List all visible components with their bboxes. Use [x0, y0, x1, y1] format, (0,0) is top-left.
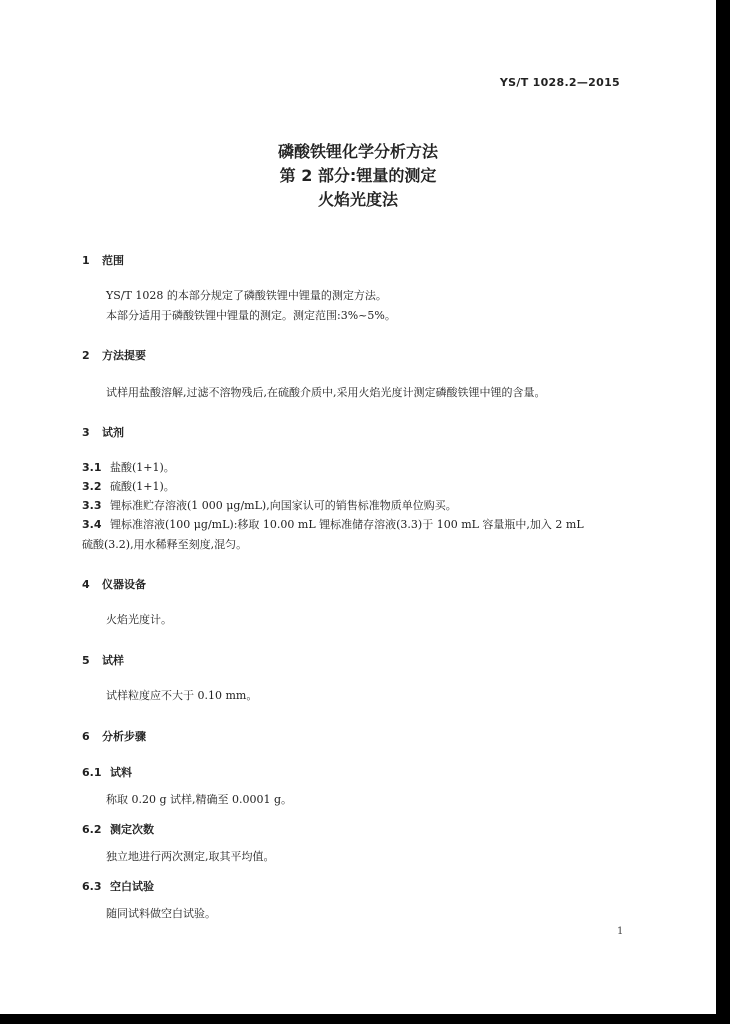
section-title: 仪器设备 — [102, 578, 146, 591]
item-number: 3.2 — [82, 480, 102, 493]
item-text: 硫酸(1+1)。 — [110, 480, 175, 493]
section-heading-scope — [82, 252, 124, 268]
section-title: 分析步骤 — [102, 730, 146, 743]
list-item — [82, 517, 584, 533]
scan-border-bottom — [0, 1014, 730, 1024]
document-title-line1: 磷酸铁锂化学分析方法 — [277, 142, 438, 161]
subsection-number: 6.1 — [82, 766, 102, 779]
section-title: 范围 — [102, 254, 124, 267]
list-item — [82, 479, 175, 495]
item-text: 锂标准贮存溶液(1 000 μg/mL),向国家认可的销售标准物质单位购买。 — [110, 499, 457, 512]
page-number: 1 — [617, 926, 624, 937]
paragraph: 试样用盐酸溶解,过滤不溶物残后,在硫酸介质中,采用火焰光度计测定磷酸铁锂中锂的含量。 — [106, 386, 546, 399]
list-item-continuation: 硫酸(3.2),用水稀释至刻度,混匀。 — [82, 538, 248, 551]
document-title-line3: 火焰光度法 — [317, 190, 398, 209]
list-item — [82, 460, 175, 476]
section-number: 4 — [82, 578, 90, 591]
list-item — [82, 498, 457, 514]
section-number: 3 — [82, 426, 90, 439]
paragraph: 独立地进行两次测定,取其平均值。 — [106, 850, 275, 863]
paragraph: 火焰光度计。 — [106, 613, 172, 626]
section-heading-reagents — [82, 424, 124, 440]
document-title-line2: 第 2 部分:锂量的测定 — [279, 166, 437, 185]
subsection-title: 空白试验 — [110, 880, 154, 893]
subsection-number: 6.3 — [82, 880, 102, 893]
paragraph: 本部分适用于磷酸铁锂中锂量的测定。测定范围:3%~5%。 — [106, 309, 396, 322]
item-text: 锂标准溶液(100 μg/mL):移取 10.00 mL 锂标准储存溶液(3.3)于 100 mL 容量瓶中,加入 2 mL — [110, 518, 584, 531]
paragraph: 随同试料做空白试验。 — [106, 907, 216, 920]
standard-code: YS/T 1028.2—2015 — [499, 76, 620, 89]
subsection-number: 6.2 — [82, 823, 102, 836]
subsection-heading-blank-test — [82, 878, 154, 894]
paragraph: 试样粒度应不大于 0.10 mm。 — [106, 689, 258, 702]
section-title: 方法提要 — [102, 349, 146, 362]
section-title: 试样 — [102, 654, 124, 667]
subsection-heading-test-portion — [82, 764, 132, 780]
section-number: 6 — [82, 730, 90, 743]
section-heading-procedure — [82, 728, 146, 744]
paragraph: YS/T 1028 的本部分规定了磷酸铁锂中锂量的测定方法。 — [106, 289, 387, 302]
subsection-title: 试料 — [110, 766, 132, 779]
section-number: 2 — [82, 349, 90, 362]
section-heading-principle — [82, 347, 146, 363]
paragraph: 称取 0.20 g 试样,精确至 0.0001 g。 — [106, 793, 293, 806]
subsection-heading-determinations — [82, 821, 154, 837]
item-number: 3.4 — [82, 518, 102, 531]
section-heading-sample — [82, 652, 124, 668]
section-number: 5 — [82, 654, 90, 667]
item-number: 3.1 — [82, 461, 102, 474]
scan-border-right — [716, 0, 730, 1024]
section-number: 1 — [82, 254, 90, 267]
item-text: 盐酸(1+1)。 — [110, 461, 175, 474]
section-title: 试剂 — [102, 426, 124, 439]
subsection-title: 测定次数 — [110, 823, 154, 836]
section-heading-apparatus — [82, 576, 146, 592]
item-number: 3.3 — [82, 499, 102, 512]
